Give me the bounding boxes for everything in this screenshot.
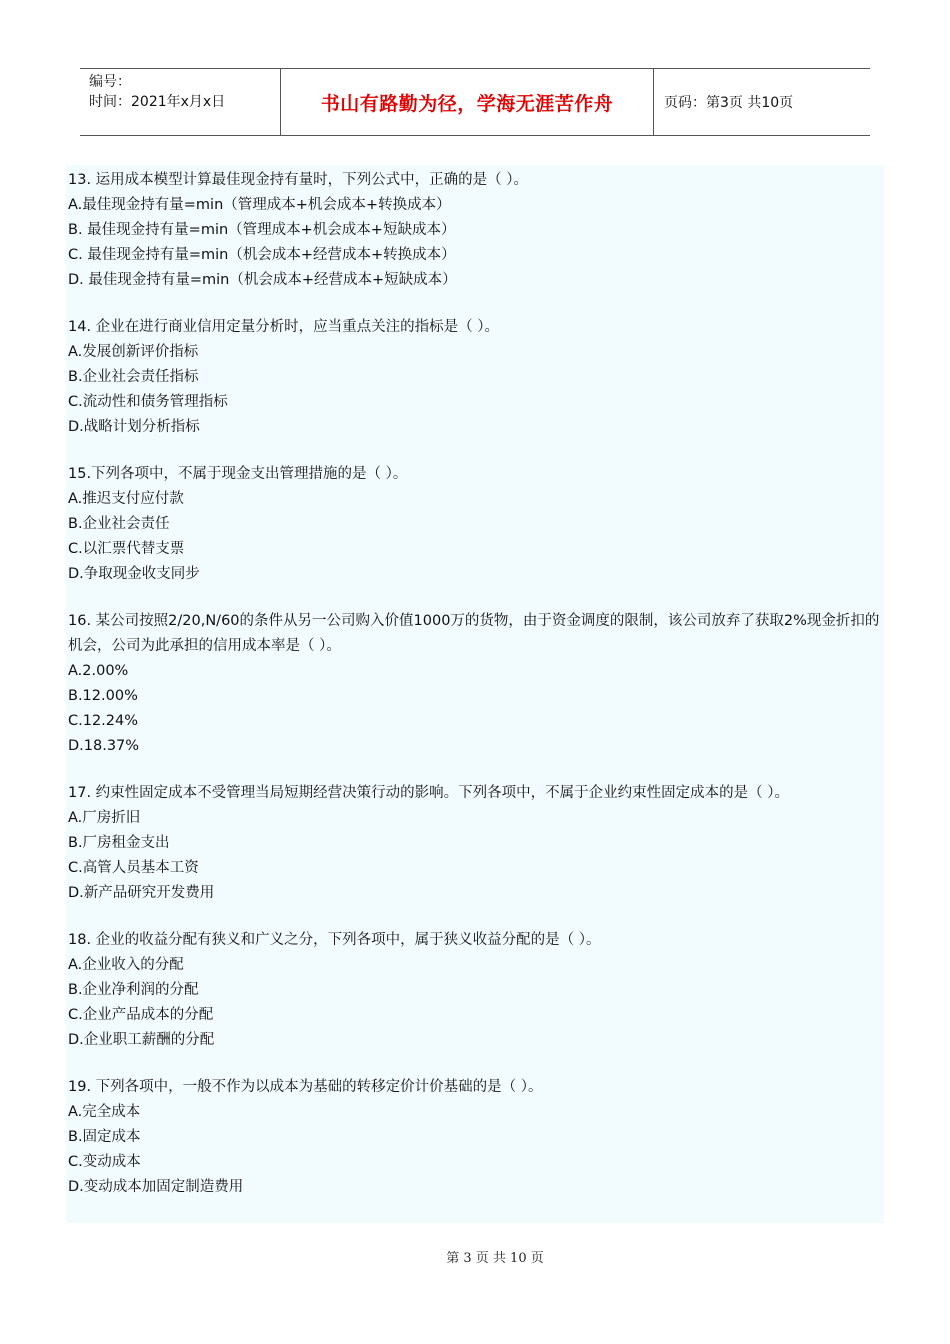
option-b: B.12.00%: [68, 688, 138, 704]
question-14: [68, 315, 882, 440]
option-d: D.18.37%: [68, 738, 140, 754]
question-list: [66, 165, 884, 1223]
option-a: A.完全成本: [68, 1104, 141, 1120]
option-b: B.固定成本: [68, 1129, 141, 1145]
question-18: [68, 928, 882, 1053]
question-stem: 19. 下列各项中，一般不作为以成本为基础的转移定价计价基础的是（ ）。: [68, 1079, 543, 1095]
option-d: D.变动成本加固定制造费用: [68, 1179, 244, 1195]
question-stem: 16. 某公司按照2/20,N/60的条件从另一公司购入价值1000万的货物，由于资金调度的限制，该公司放弃了获取2%现金折扣的机会，公司为此承担的信用成本率是（ ）。: [68, 613, 880, 654]
question-stem: 15.下列各项中，不属于现金支出管理措施的是（ ）。: [68, 466, 408, 482]
question-stem: 13. 运用成本模型计算最佳现金持有量时，下列公式中，正确的是（ ）。: [68, 172, 529, 188]
option-b: B.企业社会责任指标: [68, 369, 199, 385]
question-17: [68, 781, 882, 906]
option-a: A.发展创新评价指标: [68, 344, 199, 360]
page-footer: 第 3 页 共 10 页: [446, 1251, 544, 1266]
option-c: C.企业产品成本的分配: [68, 1007, 214, 1023]
option-c: C.高管人员基本工资: [68, 860, 199, 876]
question-15: [68, 462, 882, 587]
option-d: D. 最佳现金持有量=min（机会成本+经营成本+短缺成本）: [68, 272, 457, 288]
option-d: D.争取现金收支同步: [68, 566, 200, 582]
question-stem: 18. 企业的收益分配有狭义和广义之分，下列各项中，属于狭义收益分配的是（ ）。: [68, 932, 601, 948]
option-a: A.企业收入的分配: [68, 957, 184, 973]
option-b: B. 最佳现金持有量=min（管理成本+机会成本+短缺成本）: [68, 222, 456, 238]
question-16: [68, 609, 882, 759]
option-b: B.厂房租金支出: [68, 835, 170, 851]
option-c: C.变动成本: [68, 1154, 141, 1170]
option-a: A.最佳现金持有量=min（管理成本+机会成本+转换成本）: [68, 197, 451, 213]
option-d: D.新产品研究开发费用: [68, 885, 215, 901]
header-page-label: 页码：第3页 共10页: [664, 95, 794, 111]
header-meta: [80, 69, 281, 135]
option-d: D.企业职工薪酬的分配: [68, 1032, 215, 1048]
option-a: A.推迟支付应付款: [68, 491, 184, 507]
option-a: A.厂房折旧: [68, 810, 141, 826]
option-c: C.以汇票代替支票: [68, 541, 185, 557]
question-13: [68, 168, 882, 293]
option-c: C.流动性和债务管理指标: [68, 394, 228, 410]
header-motto: 书山有路勤为径，学海无涯苦作舟: [281, 69, 654, 135]
number-label: 编号：: [89, 74, 131, 90]
option-a: A.2.00%: [68, 663, 129, 679]
page-header: [80, 68, 870, 136]
question-stem: 14. 企业在进行商业信用定量分析时，应当重点关注的指标是（ ）。: [68, 319, 500, 335]
question-19: [68, 1075, 882, 1200]
question-stem: 17. 约束性固定成本不受管理当局短期经营决策行动的影响。下列各项中，不属于企业约束性固定成本的是（ ）。: [68, 785, 790, 801]
option-b: B.企业净利润的分配: [68, 982, 199, 998]
option-b: B.企业社会责任: [68, 516, 170, 532]
option-c: C.12.24%: [68, 713, 139, 729]
time-label: 时间：2021年x月x日: [89, 94, 226, 110]
option-c: C. 最佳现金持有量=min（机会成本+经营成本+转换成本）: [68, 247, 456, 263]
option-d: D.战略计划分析指标: [68, 419, 200, 435]
